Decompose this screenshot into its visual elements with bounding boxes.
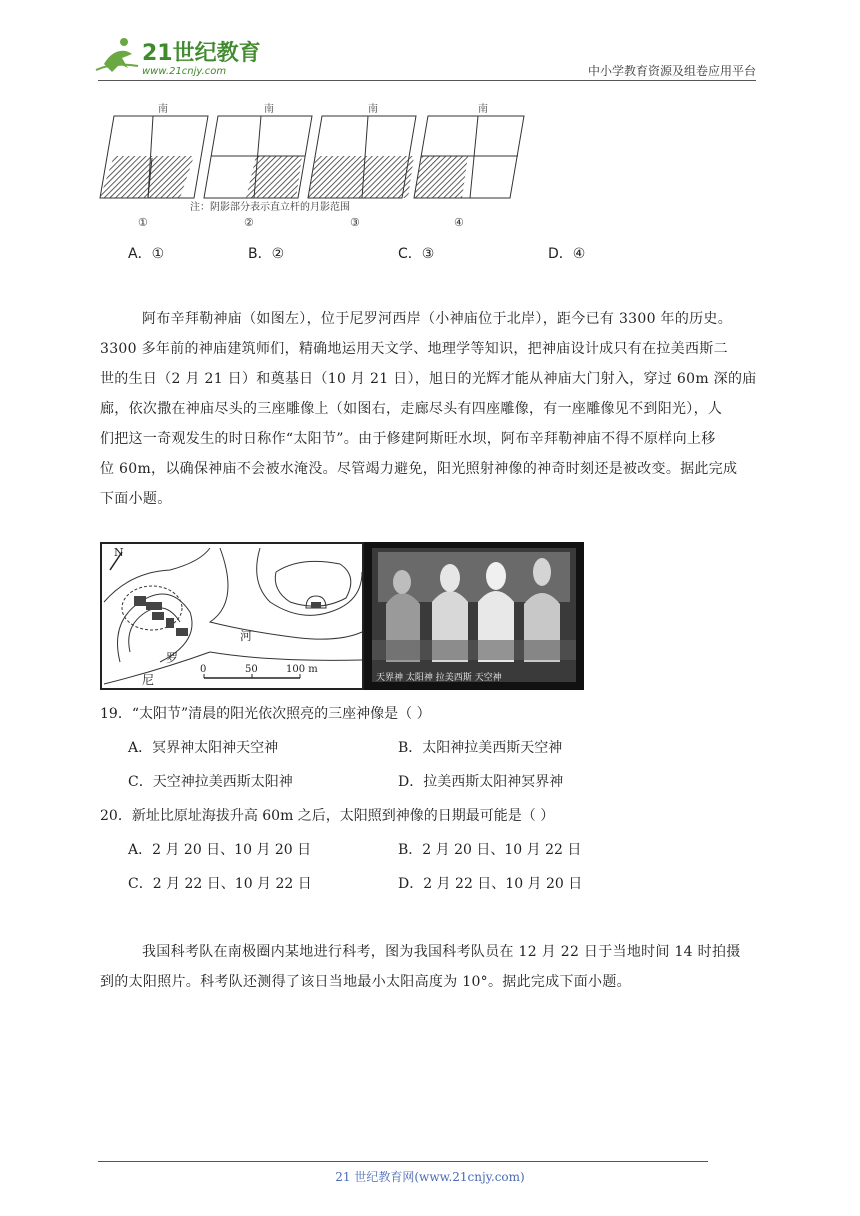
passage1-line: 世的生日（2 月 21 日）和奠基日（10 月 21 日），旭日的光辉才能从神庙大门射入，穿过 60m 深的庙 [100,371,757,387]
passage1-line: 们把这一奇观发生的时日称作“太阳节”。由于修建阿斯旺水坝，阿布辛拜勒神庙不得不原样向上移 [100,431,716,447]
q18-option-d[interactable]: D．④ [548,246,586,262]
panel-label-3: ③ [350,216,360,229]
logo-text: 21世纪教育 [142,41,261,66]
q19-stem: 19．“太阳节”清晨的阳光依次照亮的三座神像是（ ） [100,706,431,722]
q20-option-d[interactable]: D．2 月 22 日、10 月 20 日 [398,876,583,892]
q19-option-b[interactable]: B．太阳神拉美西斯天空神 [398,740,563,756]
q20-option-c[interactable]: C．2 月 22 日、10 月 22 日 [128,876,312,892]
platform-name: 中小学教育资源及组卷应用平台 [587,64,756,78]
shadow-panel-1 [100,116,208,198]
river-label-he: 河 [240,629,253,643]
passage1-line: 位 60m，以确保神庙不会被水淹没。尽管竭力避免，阳光照射神像的神奇时刻还是被改变。据此完成 [100,461,738,477]
shadow-panel-2 [204,116,312,198]
passage1-line: 阿布辛拜勒神庙（如图左），位于尼罗河西岸（小神庙位于北岸），距今已有 3300 年的历史。 [142,311,733,327]
runner-icon [96,38,138,72]
q19-option-c[interactable]: C．天空神拉美西斯太阳神 [128,774,293,790]
passage-antarctic [100,937,760,997]
passage2-line: 到的太阳照片。科考队还测得了该日当地最小太阳高度为 10°。据此完成下面小题。 [100,974,631,990]
river-label-luo: 罗 [166,651,179,665]
scale-100: 100 m [286,664,318,675]
q18-option-a[interactable]: A．① [128,246,165,262]
q18-option-b[interactable]: B．② [248,246,285,262]
footer-text[interactable]: 21 世纪教育网(www.21cnjy.com) [335,1170,525,1184]
south-label-4: 南 [478,104,488,115]
passage2-line: 我国科考队在南极圈内某地进行科考，图为我国科考队员在 12 月 22 日于当地时间 14 时拍摄 [142,944,741,960]
q19-option-d[interactable]: D．拉美西斯太阳神冥界神 [398,774,564,790]
q19-option-a[interactable]: A．冥界神太阳神天空神 [128,740,279,756]
q18-option-c[interactable]: C．③ [398,246,435,262]
panel-label-1: ① [138,216,148,229]
passage1-line: 下面小题。 [100,491,172,507]
footer-divider [98,1161,708,1162]
north-label: N [114,546,124,559]
temple-map [100,542,364,690]
shadow-panel-4 [414,116,524,198]
q20-option-a[interactable]: A．2 月 20 日、10 月 20 日 [128,842,312,858]
logo-url: www.21cnjy.com [142,66,227,77]
site-logo [94,34,264,80]
q20-option-b[interactable]: B．2 月 20 日、10 月 22 日 [398,842,582,858]
river-label-ni: 尼 [142,673,155,687]
south-label-2: 南 [264,104,274,115]
q20-stem: 20．新址比原址海拔升高 60m 之后，太阳照到神像的日期最可能是（ ） [100,808,555,824]
scale-0: 0 [200,664,207,675]
header-divider [98,80,756,81]
passage1-line: 3300 多年前的神庙建筑师们，精确地运用天文学、地理学等知识，把神庙设计成只有在拉美西斯二 [100,341,728,357]
scale-50: 50 [245,664,258,675]
panel-label-4: ④ [454,216,464,229]
shadow-panel-3 [308,116,416,198]
south-label-3: 南 [368,104,378,115]
temple-statues-photo [364,542,584,690]
passage1-line: 廊，依次撒在神庙尽头的三座雕像上（如图右，走廊尽头有四座雕像，有一座雕像见不到阳光），人 [100,401,723,417]
passage-abu-simbel [100,304,760,514]
moon-shadow-figure [96,98,536,232]
statue-caption: 天界神 太阳神 拉美西斯 天空神 [376,673,502,683]
panel-label-2: ② [244,216,254,229]
shadow-figure-note: 注：阴影部分表示直立杆的月影范围 [190,202,350,213]
south-label-1: 南 [158,104,168,115]
